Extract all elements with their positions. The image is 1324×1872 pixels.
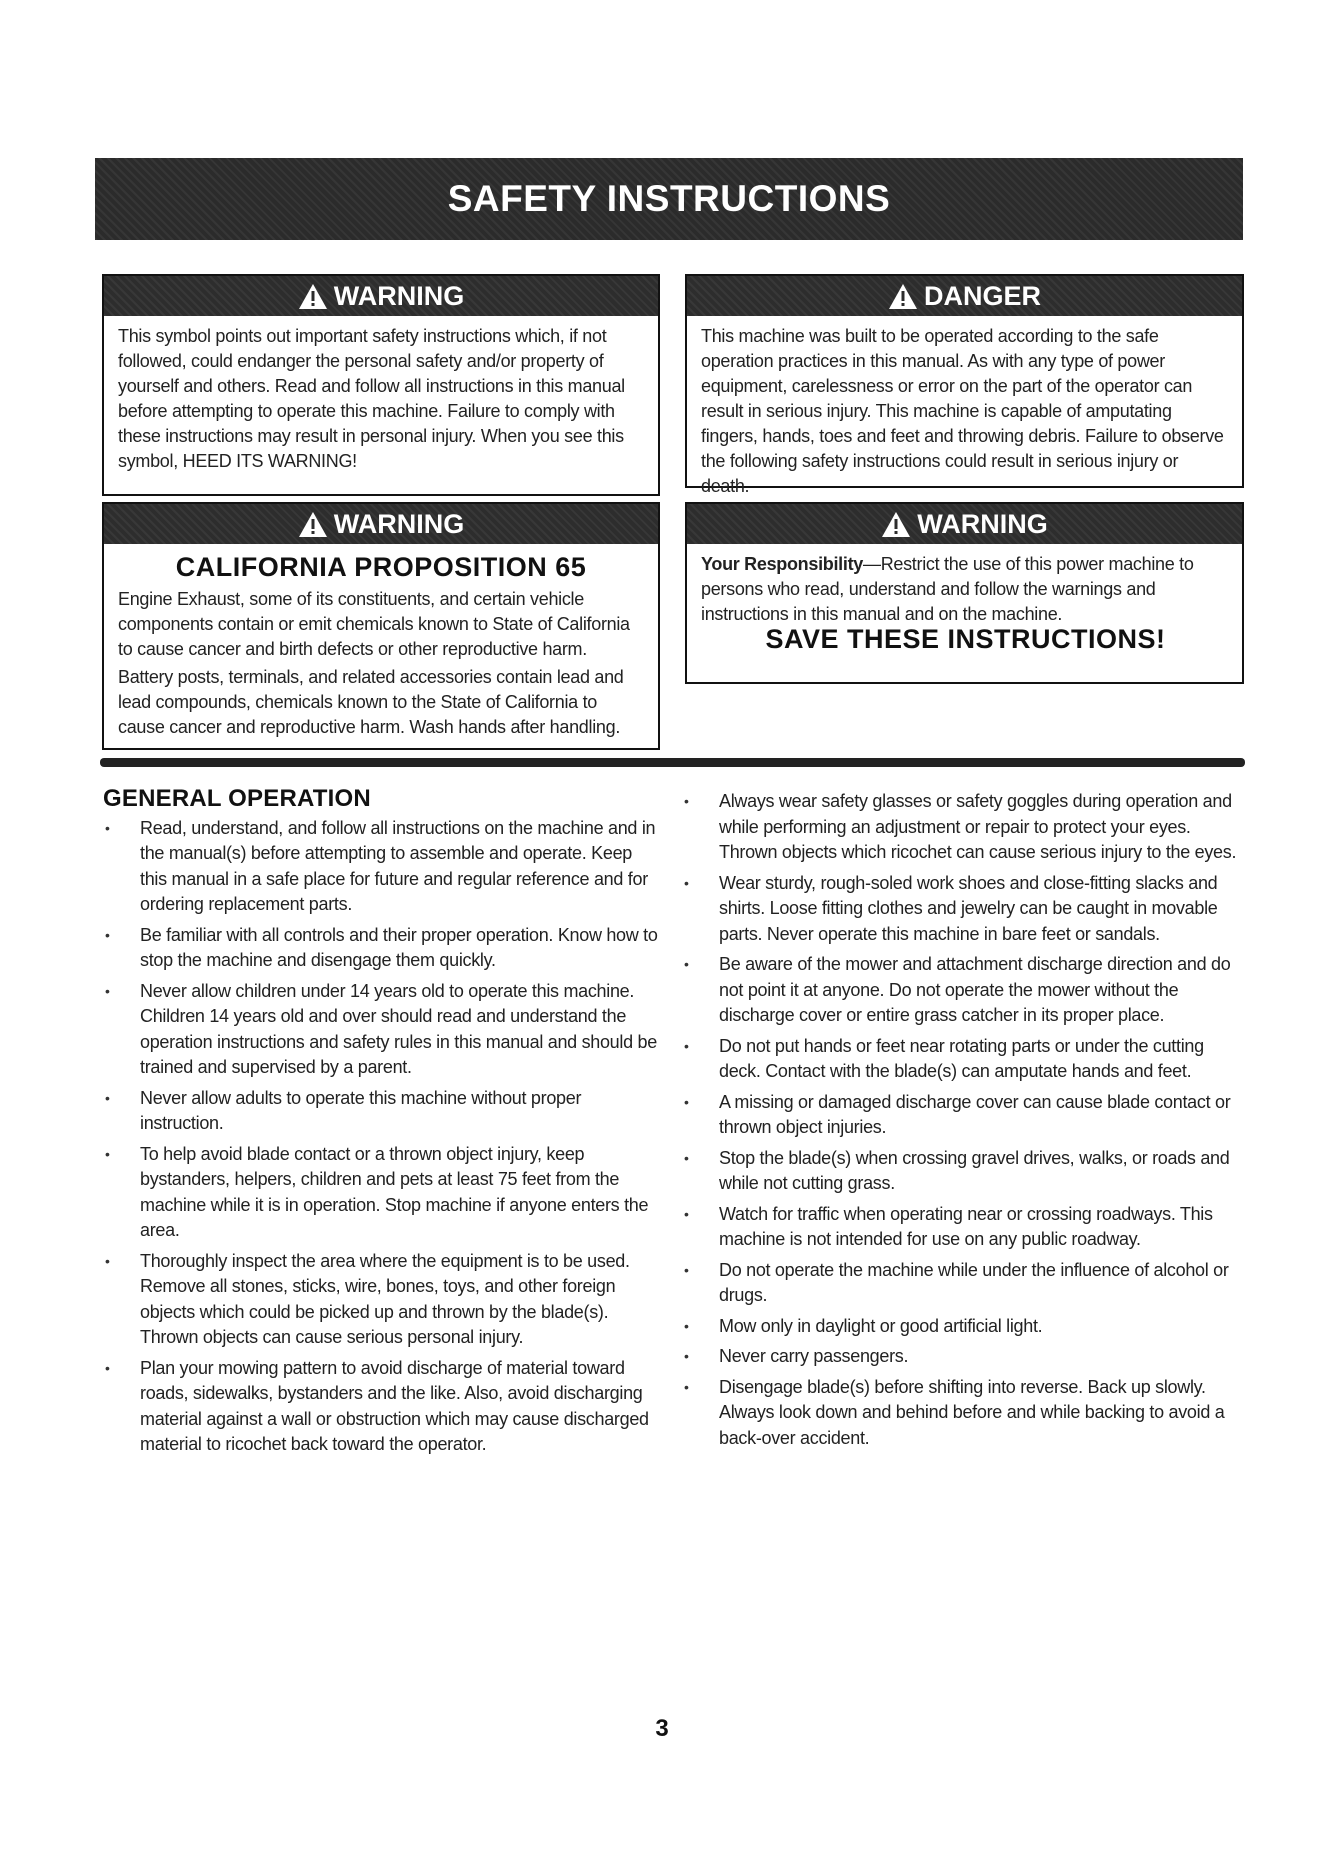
- list-item: • Be aware of the mower and attachment discharge direction and do not point it at anyone. Do not operate the mower without the discharge cover or entire grass catcher in its proper place.: [682, 952, 1242, 1029]
- california-box-heading: WARNING: [333, 508, 465, 539]
- responsibility-box-heading: WARNING: [917, 508, 1048, 539]
- california-box-header: [104, 504, 658, 544]
- general-operation-list-left: [103, 816, 658, 1458]
- warning-triangle-icon: [888, 283, 918, 310]
- list-item: • Never carry passengers.: [682, 1344, 1242, 1370]
- general-operation-heading: GENERAL OPERATION: [103, 785, 371, 812]
- list-item: • Read, understand, and follow all instructions on the machine and in the manual(s) before attempting to assemble and operate. Keep this manual in a safe place for future and regular reference and for ordering replacement parts.: [103, 816, 658, 918]
- responsibility-box-header: [687, 504, 1242, 544]
- general-operation-right-column: [682, 789, 1242, 1456]
- warning-triangle-icon: [881, 511, 911, 538]
- warning-box-header: [104, 276, 658, 316]
- list-item: • Do not put hands or feet near rotating parts or under the cutting deck. Contact with the blade(s) can amputate hands and feet.: [682, 1034, 1242, 1085]
- warning-triangle-icon: [298, 511, 328, 538]
- warning-box: [102, 274, 660, 496]
- responsibility-box: [685, 502, 1244, 684]
- california-prop65-box: [102, 502, 660, 750]
- list-item: • Plan your mowing pattern to avoid discharge of material toward roads, sidewalks, bystanders and the like. Also, avoid discharging material against a wall or obstruction which may cause discharged material to ricochet back toward the operator.: [103, 1356, 658, 1458]
- list-item: • Never allow adults to operate this machine without proper instruction.: [103, 1086, 658, 1137]
- danger-box: [685, 274, 1244, 496]
- california-title: CALIFORNIA PROPOSITION 65: [175, 552, 587, 582]
- warning-triangle-icon: [298, 283, 328, 310]
- danger-box-heading: DANGER: [923, 280, 1041, 311]
- danger-box-header: [687, 276, 1242, 316]
- california-para-2: Battery posts, terminals, and related accessories contain lead and lead compounds, chemicals known to the State of California to cause cancer and reproductive harm. Wash hands after handling.: [118, 667, 624, 737]
- california-para-1: Engine Exhaust, some of its constituents, and certain vehicle components contain or emit chemicals known to State of California to cause cancer and birth defects or other reproductive harm.: [118, 589, 630, 659]
- list-item: • Disengage blade(s) before shifting into reverse. Back up slowly. Always look down and behind before and while backing to avoid a back-over accident.: [682, 1375, 1242, 1452]
- section-banner: [95, 158, 1243, 240]
- warning-box-text: This symbol points out important safety instructions which, if not followed, could endanger the personal safety and/or property of yourself and others. Read and follow all instructions in this manual before attempting to operate this machine. Failure to comply with these instructions may result in personal injury. When you see this symbol, HEED ITS WARNING!: [118, 326, 625, 471]
- section-divider: [100, 758, 1245, 767]
- general-operation-list-right: [682, 789, 1242, 1451]
- warning-box-heading: WARNING: [333, 280, 465, 311]
- general-operation-left-column: [103, 786, 658, 1463]
- page-number: 3: [655, 1715, 669, 1742]
- list-item: • Never allow children under 14 years old to operate this machine. Children 14 years old and over should read and understand the operation instructions and safety rules in this manual and should be trained and supervised by a parent.: [103, 979, 658, 1081]
- save-instructions-notice: SAVE THESE INSTRUCTIONS!: [765, 624, 1166, 654]
- list-item: • Stop the blade(s) when crossing gravel drives, walks, or roads and while not cutting grass.: [682, 1146, 1242, 1197]
- responsibility-label: Your Responsibility: [701, 554, 863, 574]
- list-item: • Mow only in daylight or good artificial light.: [682, 1314, 1242, 1340]
- list-item: • A missing or damaged discharge cover can cause blade contact or thrown object injuries.: [682, 1090, 1242, 1141]
- list-item: • To help avoid blade contact or a thrown object injury, keep bystanders, helpers, children and pets at least 75 feet from the machine while it is in operation. Stop machine if anyone enters the area.: [103, 1142, 658, 1244]
- banner-title: SAFETY INSTRUCTIONS: [447, 178, 891, 219]
- list-item: • Thoroughly inspect the area where the equipment is to be used. Remove all stones, sticks, wire, bones, toys, and other foreign objects which could be picked up and thrown by the blade(s). Thrown objects can cause serious personal injury.: [103, 1249, 658, 1351]
- responsibility-text: [701, 552, 1230, 627]
- responsibility-body: —Restrict the use of this power machine to persons who read, understand and follow the warnings and instructions in this manual and on the machine.: [701, 554, 1194, 624]
- list-item: • Be familiar with all controls and their proper operation. Know how to stop the machine and disengage them quickly.: [103, 923, 658, 974]
- danger-box-text: This machine was built to be operated according to the safe operation practices in this manual. As with any type of power equipment, carelessness or error on the part of the operator can result in serious injury. This machine is capable of amputating fingers, hands, toes and feet and throwing debris. Failure to observe the following safety instructions could result in serious injury or death.: [701, 326, 1224, 496]
- list-item: • Always wear safety glasses or safety goggles during operation and while performing an adjustment or repair to protect your eyes. Thrown objects which ricochet can cause serious injury to the eyes.: [682, 789, 1242, 866]
- list-item: • Watch for traffic when operating near or crossing roadways. This machine is not intended for use on any public roadway.: [682, 1202, 1242, 1253]
- list-item: • Wear sturdy, rough-soled work shoes and close-fitting slacks and shirts. Loose fitting clothes and jewelry can be caught in movable parts. Never operate this machine in bare feet or sandals.: [682, 871, 1242, 948]
- list-item: • Do not operate the machine while under the influence of alcohol or drugs.: [682, 1258, 1242, 1309]
